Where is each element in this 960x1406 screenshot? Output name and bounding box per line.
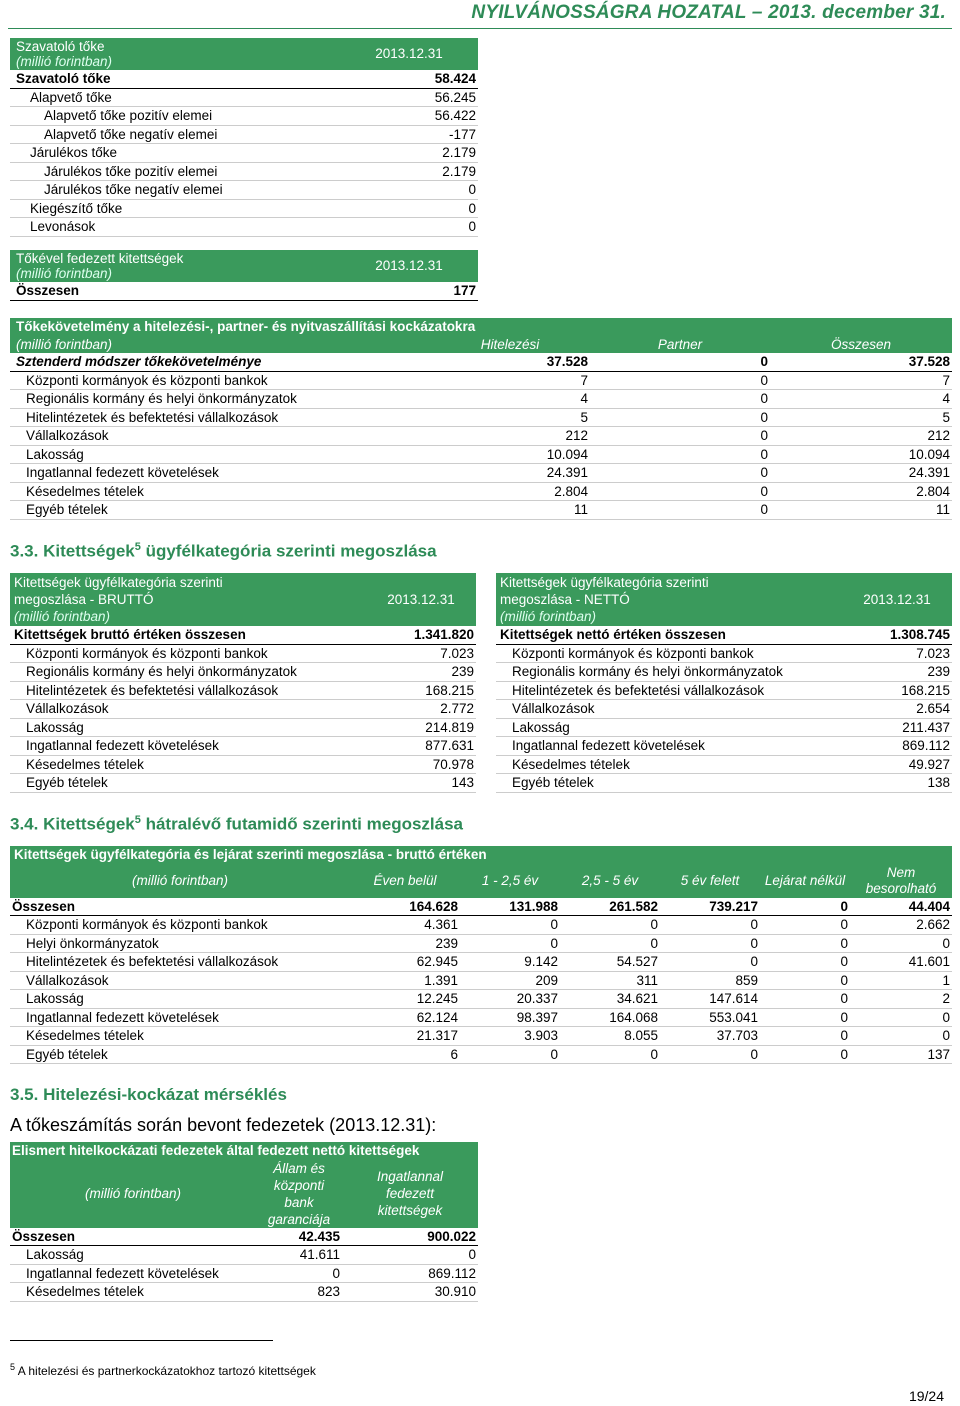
row-value: 54.527 — [560, 953, 660, 972]
table-row — [10, 934, 952, 953]
col-2-5-5: 2,5 - 5 év — [560, 864, 660, 898]
row-value: 7 — [770, 371, 952, 390]
row-value: 56.245 — [340, 88, 478, 107]
row-label: Ingatlannal fedezett követelések — [10, 1264, 256, 1283]
row-value: 168.215 — [842, 681, 952, 700]
table-row — [10, 218, 478, 237]
row-label: Hitelintézetek és befektetési vállalkozások — [496, 681, 842, 700]
row-value: 20.337 — [460, 990, 560, 1009]
table-row — [10, 107, 478, 126]
table-row — [10, 718, 476, 737]
row-label: Vállalkozások — [10, 427, 430, 446]
row-value: 2.179 — [340, 162, 478, 181]
row-value: 211.437 — [842, 718, 952, 737]
table-row — [10, 774, 476, 793]
gross-unit: (millió forintban) — [14, 609, 111, 624]
row-value: 0 — [342, 1246, 478, 1265]
row-value: 0 — [660, 1045, 760, 1064]
capital-requirement-total-label: Sztenderd módszer tőkekövetelménye — [10, 353, 430, 371]
row-label: Késedelmes tételek — [10, 1283, 256, 1302]
row-value: 138 — [842, 774, 952, 793]
row-label: Lakosság — [10, 990, 350, 1009]
row-value: 0 — [590, 427, 770, 446]
covered-exposures-total-value: 177 — [340, 282, 478, 300]
table-row — [10, 70, 478, 88]
table-row — [10, 916, 952, 935]
table-row — [10, 125, 478, 144]
row-value: 0 — [850, 934, 952, 953]
row-label: Regionális kormány és helyi önkormányzatok — [10, 663, 366, 682]
collateral-table — [10, 1142, 478, 1302]
row-value: 2.179 — [340, 144, 478, 163]
row-label: Járulékos tőke negatív elemei — [10, 181, 340, 200]
row-value: 0 — [340, 199, 478, 218]
table-row — [10, 144, 478, 163]
row-value: 30.910 — [342, 1283, 478, 1302]
row-value: 4.361 — [350, 916, 460, 935]
gross-title-line2: megoszlása - BRUTTÓ — [14, 592, 154, 607]
row-value: 0 — [760, 1008, 850, 1027]
row-value: 7.023 — [366, 644, 476, 663]
row-value: 44.404 — [850, 898, 952, 916]
col-over-5: 5 év felett — [660, 864, 760, 898]
row-label: Egyéb tételek — [496, 774, 842, 793]
gross-total-label: Kitettségek bruttó értéken összesen — [10, 626, 366, 644]
own-funds-unit: (millió forintban) — [16, 54, 113, 69]
row-value: 2.662 — [850, 916, 952, 935]
collateral-total-realestate: 900.022 — [342, 1228, 478, 1246]
footnote: $^5$ A hitelezési és partnerkockázatokhoz tartozó kitettségek — [10, 1362, 316, 1378]
row-value: 10.094 — [430, 445, 590, 464]
table-row — [10, 1045, 952, 1064]
row-value: 0 — [460, 1045, 560, 1064]
row-label: Alapvető tőke — [10, 88, 340, 107]
row-value: 0 — [760, 971, 850, 990]
row-label: Központi kormányok és központi bankok — [10, 644, 366, 663]
row-label: Késedelmes tételek — [10, 482, 430, 501]
table-row — [10, 501, 952, 520]
table-row — [496, 718, 952, 737]
row-value: 2.804 — [430, 482, 590, 501]
net-title-line1: Kitettségek ügyfélkategória szerinti — [500, 575, 709, 590]
maturity-total-label: Összesen — [10, 898, 350, 916]
row-label: Lakosság — [496, 718, 842, 737]
table-row — [10, 755, 476, 774]
table-row — [10, 971, 952, 990]
row-value: 1 — [850, 971, 952, 990]
row-value: 0 — [850, 1008, 952, 1027]
row-label: Hitelintézetek és befektetési vállalkozások — [10, 953, 350, 972]
row-value: 0 — [590, 482, 770, 501]
row-value: 0 — [340, 218, 478, 237]
own-funds-rows — [10, 70, 478, 236]
row-label: Helyi önkormányzatok — [10, 934, 350, 953]
row-value: 3.903 — [460, 1027, 560, 1046]
row-label: Regionális kormány és helyi önkormányzatok — [10, 390, 430, 409]
table-row — [10, 990, 952, 1009]
table-row — [10, 371, 952, 390]
row-label: Késedelmes tételek — [10, 1027, 350, 1046]
row-value: 0 — [256, 1264, 342, 1283]
col-no-maturity: Lejárat nélkül — [760, 864, 850, 898]
table-row — [10, 1264, 478, 1283]
row-value: 0 — [590, 464, 770, 483]
row-value: 0 — [760, 898, 850, 916]
maturity-total-row — [10, 898, 952, 916]
gross-total-value: 1.341.820 — [366, 626, 476, 644]
table-row — [10, 737, 476, 756]
capital-requirement-unit: (millió forintban) — [10, 336, 430, 354]
table-row — [10, 1027, 952, 1046]
table-row — [10, 88, 478, 107]
row-value: 24.391 — [430, 464, 590, 483]
row-value: 0 — [560, 934, 660, 953]
row-value: 164.068 — [560, 1008, 660, 1027]
row-label: Hitelintézetek és befektetési vállalkozások — [10, 408, 430, 427]
row-value: 209 — [460, 971, 560, 990]
row-value: 143 — [366, 774, 476, 793]
row-value: 41.611 — [256, 1246, 342, 1265]
col-state-guarantee: Állam és központi bank garanciája — [256, 1160, 342, 1228]
row-value: 164.628 — [350, 898, 460, 916]
row-value: 70.978 — [366, 755, 476, 774]
row-value: 0 — [590, 501, 770, 520]
row-value: 261.582 — [560, 898, 660, 916]
row-value: 859 — [660, 971, 760, 990]
table-row — [496, 774, 952, 793]
row-value: 4 — [430, 390, 590, 409]
capital-requirement-title: Tőkekövetelmény a hitelezési-, partner- és nyitvaszállítási kockázatokra — [10, 318, 952, 336]
row-value: 4 — [770, 390, 952, 409]
row-value: 2 — [850, 990, 952, 1009]
row-label: Lakosság — [10, 445, 430, 464]
row-value: 311 — [560, 971, 660, 990]
row-label: Járulékos tőke pozitív elemei — [10, 162, 340, 181]
maturity-title: Kitettségek ügyfélkategória és lejárat szerinti megoszlása - bruttó értéken — [10, 846, 952, 864]
table-row — [496, 644, 952, 663]
row-value: 7.023 — [842, 644, 952, 663]
row-value: 0 — [660, 953, 760, 972]
row-value: 49.927 — [842, 755, 952, 774]
row-value: 239 — [366, 663, 476, 682]
row-value: -177 — [340, 125, 478, 144]
row-value: 0 — [560, 1045, 660, 1064]
row-value: 12.245 — [350, 990, 460, 1009]
row-value: 0 — [590, 390, 770, 409]
row-value: 137 — [850, 1045, 952, 1064]
row-value: 0 — [460, 934, 560, 953]
row-value: 62.945 — [350, 953, 460, 972]
covered-exposures-title: Tőkével fedezett kitettségek — [16, 251, 184, 266]
row-value: 37.703 — [660, 1027, 760, 1046]
row-value: 0 — [560, 916, 660, 935]
row-value: 9.142 — [460, 953, 560, 972]
row-label: Ingatlannal fedezett követelések — [496, 737, 842, 756]
row-value: 0 — [760, 953, 850, 972]
net-rows — [496, 644, 952, 792]
col-unclassified: Nem besorolható — [850, 864, 952, 898]
net-unit: (millió forintban) — [500, 609, 597, 624]
row-label: Központi kormányok és központi bankok — [10, 916, 350, 935]
row-label: Vállalkozások — [496, 700, 842, 719]
row-label: Késedelmes tételek — [10, 755, 366, 774]
capital-requirement-total-credit: 37.528 — [430, 353, 590, 371]
row-value: 0 — [760, 990, 850, 1009]
row-value: 0 — [850, 1027, 952, 1046]
row-label: Vállalkozások — [10, 700, 366, 719]
row-label: Késedelmes tételek — [496, 755, 842, 774]
table-row — [496, 700, 952, 719]
table-row — [10, 408, 952, 427]
table-row — [496, 737, 952, 756]
table-row — [10, 644, 476, 663]
gross-date: 2013.12.31 — [366, 573, 476, 626]
row-value: 2.654 — [842, 700, 952, 719]
gross-rows — [10, 644, 476, 792]
col-real-estate: Ingatlannal fedezett kitettségek — [342, 1160, 478, 1228]
table-row — [10, 482, 952, 501]
row-value: 10.094 — [770, 445, 952, 464]
page-number: 19/24 — [908, 1388, 944, 1404]
row-value: 58.424 — [340, 70, 478, 88]
row-value: 2.772 — [366, 700, 476, 719]
row-value: 5 — [430, 408, 590, 427]
collateral-total-label: Összesen — [10, 1228, 256, 1246]
collateral-rows — [10, 1246, 478, 1302]
row-label: Vállalkozások — [10, 971, 350, 990]
collateral-title: Elismert hitelkockázati fedezetek által fedezett nettó kitettségek — [10, 1142, 478, 1160]
row-label: Levonások — [10, 218, 340, 237]
row-value: 739.217 — [660, 898, 760, 916]
row-value: 0 — [660, 916, 760, 935]
row-value: 11 — [770, 501, 952, 520]
row-value: 7 — [430, 371, 590, 390]
row-label: Szavatoló tőke — [10, 70, 340, 88]
row-value: 11 — [430, 501, 590, 520]
table-row — [10, 953, 952, 972]
row-label: Lakosság — [10, 718, 366, 737]
table-row — [10, 663, 476, 682]
header-rule — [8, 28, 952, 29]
covered-exposures-total-label: Összesen — [10, 282, 340, 300]
row-value: 0 — [590, 371, 770, 390]
row-value: 98.397 — [460, 1008, 560, 1027]
page-header: NYILVÁNOSSÁGRA HOZATAL – 2013. december 31. — [471, 2, 946, 23]
row-value: 21.317 — [350, 1027, 460, 1046]
row-value: 147.614 — [660, 990, 760, 1009]
row-value: 56.422 — [340, 107, 478, 126]
row-value: 869.112 — [842, 737, 952, 756]
row-value: 0 — [460, 916, 560, 935]
row-value: 239 — [350, 934, 460, 953]
row-value: 0 — [590, 408, 770, 427]
table-row — [10, 445, 952, 464]
row-label: Alapvető tőke negatív elemei — [10, 125, 340, 144]
net-title-line2: megoszlása - NETTÓ — [500, 592, 630, 607]
covered-exposures-unit: (millió forintban) — [16, 266, 113, 281]
section-3-5-subtitle: A tőkeszámítás során bevont fedezetek (2013.12.31): — [10, 1115, 437, 1135]
maturity-rows — [10, 916, 952, 1064]
gross-exposures-table — [10, 573, 476, 793]
row-value: 823 — [256, 1283, 342, 1302]
capital-requirement-total-sum: 37.528 — [770, 353, 952, 371]
own-funds-table — [10, 38, 478, 237]
capital-requirement-rows — [10, 371, 952, 519]
section-3-4-heading: 3.4. Kitettségek$^5$ hátralévő futamidő szerinti megoszlása — [10, 814, 464, 834]
col-total: Összesen — [770, 336, 952, 354]
table-row — [496, 663, 952, 682]
row-label: Egyéb tételek — [10, 501, 430, 520]
covered-exposures-table — [10, 250, 478, 301]
row-value: 2.804 — [770, 482, 952, 501]
maturity-table — [10, 846, 952, 1064]
row-value: 212 — [770, 427, 952, 446]
table-row — [10, 1283, 478, 1302]
row-value: 239 — [842, 663, 952, 682]
row-value: 877.631 — [366, 737, 476, 756]
row-value: 131.988 — [460, 898, 560, 916]
row-value: 0 — [590, 445, 770, 464]
row-label: Egyéb tételek — [10, 774, 366, 793]
net-total-value: 1.308.745 — [842, 626, 952, 644]
row-value: 41.601 — [850, 953, 952, 972]
table-row — [10, 464, 952, 483]
row-label: Járulékos tőke — [10, 144, 340, 163]
row-label: Hitelintézetek és befektetési vállalkozások — [10, 681, 366, 700]
gross-title-line1: Kitettségek ügyfélkategória szerinti — [14, 575, 223, 590]
table-row — [10, 700, 476, 719]
row-value: 62.124 — [350, 1008, 460, 1027]
table-row — [10, 1008, 952, 1027]
net-date: 2013.12.31 — [842, 573, 952, 626]
own-funds-title: Szavatoló tőke — [16, 39, 105, 54]
row-value: 24.391 — [770, 464, 952, 483]
section-3-3-heading: 3.3. Kitettségek$^5$ ügyfélkategória szerinti megoszlása — [10, 541, 437, 561]
row-value: 214.819 — [366, 718, 476, 737]
net-total-label: Kitettségek nettó értéken összesen — [496, 626, 842, 644]
row-value: 212 — [430, 427, 590, 446]
row-value: 8.055 — [560, 1027, 660, 1046]
table-row — [10, 162, 478, 181]
row-label: Ingatlannal fedezett követelések — [10, 1008, 350, 1027]
capital-requirement-table — [10, 318, 952, 520]
row-value: 5 — [770, 408, 952, 427]
row-value: 34.621 — [560, 990, 660, 1009]
row-value: 0 — [760, 916, 850, 935]
row-value: 0 — [340, 181, 478, 200]
row-label: Központi kormányok és központi bankok — [496, 644, 842, 663]
own-funds-date: 2013.12.31 — [340, 38, 478, 70]
row-label: Alapvető tőke pozitív elemei — [10, 107, 340, 126]
table-row — [496, 681, 952, 700]
table-row — [10, 199, 478, 218]
row-value: 0 — [760, 1045, 850, 1064]
net-exposures-table — [496, 573, 952, 793]
maturity-unit: (millió forintban) — [10, 864, 350, 898]
row-value: 0 — [660, 934, 760, 953]
footnote-rule — [10, 1340, 273, 1341]
table-row — [10, 1246, 478, 1265]
row-value: 0 — [760, 1027, 850, 1046]
row-value: 1.391 — [350, 971, 460, 990]
table-row — [10, 390, 952, 409]
col-1-2-5: 1 - 2,5 év — [460, 864, 560, 898]
row-value: 168.215 — [366, 681, 476, 700]
row-label: Ingatlannal fedezett követelések — [10, 464, 430, 483]
row-label: Egyéb tételek — [10, 1045, 350, 1064]
row-value: 0 — [760, 934, 850, 953]
row-value: 553.041 — [660, 1008, 760, 1027]
table-row — [10, 181, 478, 200]
row-label: Központi kormányok és központi bankok — [10, 371, 430, 390]
row-value: 6 — [350, 1045, 460, 1064]
table-row — [496, 755, 952, 774]
capital-requirement-total-partner: 0 — [590, 353, 770, 371]
table-row — [10, 681, 476, 700]
col-partner: Partner — [590, 336, 770, 354]
row-label: Regionális kormány és helyi önkormányzatok — [496, 663, 842, 682]
table-row — [10, 427, 952, 446]
row-value: 869.112 — [342, 1264, 478, 1283]
collateral-unit: (millió forintban) — [10, 1160, 256, 1228]
row-label: Kiegészítő tőke — [10, 199, 340, 218]
collateral-total-state: 42.435 — [256, 1228, 342, 1246]
section-3-5-heading: 3.5. Hitelezési-kockázat mérséklés — [10, 1085, 287, 1104]
col-credit: Hitelezési — [430, 336, 590, 354]
covered-exposures-date: 2013.12.31 — [340, 250, 478, 282]
row-label: Lakosság — [10, 1246, 256, 1265]
row-label: Ingatlannal fedezett követelések — [10, 737, 366, 756]
col-within-year: Éven belül — [350, 864, 460, 898]
